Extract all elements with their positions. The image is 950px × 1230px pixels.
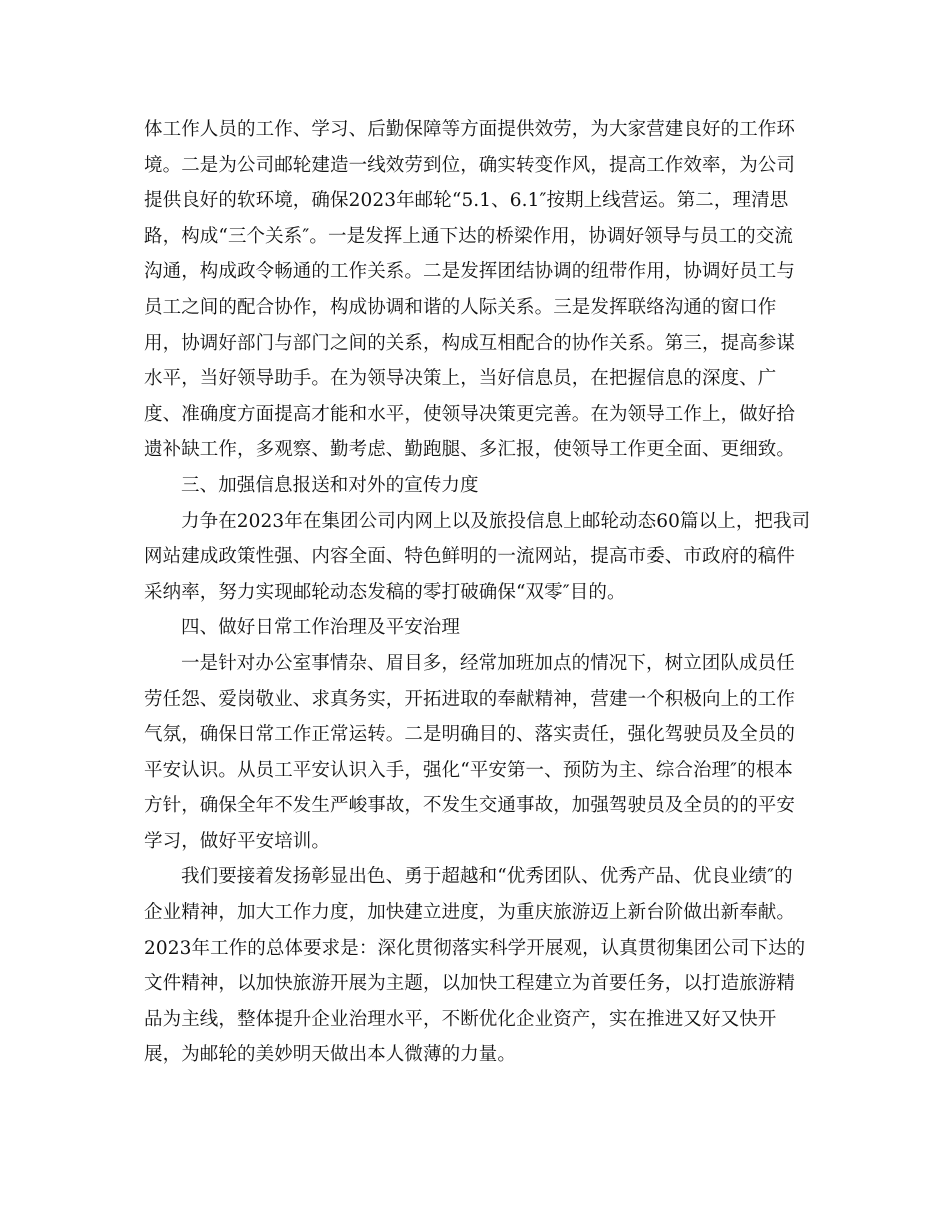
text-line: 我们要接着发扬彰显出色、勇于超越和“优秀团队、优秀产品、优良业绩″的 xyxy=(181,866,793,888)
text-line: 文件精神，以加快旅游开展为主题，以加快工程建立为首要任务，以打造旅游精 xyxy=(144,973,796,995)
text-line: 体工作人员的工作、学习、后勤保障等方面提供效劳，为大家营建良好的工作环 xyxy=(144,119,796,140)
text-line: 学习，做好平安培训。 xyxy=(144,830,331,852)
text-line: 遗补缺工作，多观察、勤考虑、勤跑腿、多汇报，使领导工作更全面、更细致。 xyxy=(144,439,796,461)
text-line: 气氛，确保日常工作正常运转。二是明确目的、落实责任，强化驾驶员及全员的 xyxy=(144,724,796,746)
text-line: 提供良好的软环境，确保2023年邮轮“5.1、6.1″按期上线营运。第二，理清思 xyxy=(144,190,789,212)
text-line: 方针，确保全年不发生严峻事故，不发生交通事故，加强驾驶员及全员的的平安 xyxy=(144,795,796,817)
text-line: 力争在2023年在集团公司内网上以及旅投信息上邮轮动态60篇以上，把我司 xyxy=(181,510,811,532)
text-line: 路，构成“三个关系″。一是发挥上通下达的桥梁作用，协调好领导与员工的交流 xyxy=(144,225,793,247)
text-line: 沟通，构成政令畅通的工作关系。二是发挥团结协调的纽带作用，协调好员工与 xyxy=(144,261,796,283)
text-line: 2023年工作的总体要求是：深化贯彻落实科学开展观，认真贯彻集团公司下达的 xyxy=(144,937,806,959)
text-line: 平安认识。从员工平安认识入手，强化“平安第一、预防为主、综合治理″的根本 xyxy=(144,759,793,781)
text-line: 劳任怨、爱岗敬业、求真务实，开拓进取的奉献精神，营建一个积极向上的工作 xyxy=(144,688,796,710)
text-line: 用，协调好部门与部门之间的关系，构成互相配合的协作关系。第三，提高参谋 xyxy=(144,332,796,354)
text-line: 一是针对办公室事情杂、眉目多，经常加班加点的情况下，树立团队成员任 xyxy=(181,652,795,674)
text-line: 员工之间的配合协作，构成协调和谐的人际关系。三是发挥联络沟通的窗口作 xyxy=(144,296,777,318)
text-line: 境。二是为公司邮轮建造一线效劳到位，确实转变作风，提高工作效率，为公司 xyxy=(144,154,796,176)
section-heading: 三、加强信息报送和对外的宣传力度 xyxy=(181,474,479,496)
text-line: 采纳率，努力实现邮轮动态发稿的零打破确保“双零″目的。 xyxy=(144,581,626,603)
document-body xyxy=(144,112,814,1073)
text-line: 度、准确度方面提高才能和水平，使领导决策更完善。在为领导工作上，做好拾 xyxy=(144,403,796,425)
section-heading: 四、做好日常工作治理及平安治理 xyxy=(181,617,461,639)
text-line: 企业精神，加大工作力度，加快建立进度，为重庆旅游迈上新台阶做出新奉献。 xyxy=(144,902,796,924)
text-line: 水平，当好领导助手。在为领导决策上，当好信息员，在把握信息的深度、广 xyxy=(144,368,777,390)
text-line: 网站建成政策性强、内容全面、特色鲜明的一流网站，提高市委、市政府的稿件 xyxy=(144,546,796,568)
text-line: 品为主线，整体提升企业治理水平，不断优化企业资产，实在推进又好又快开 xyxy=(144,1008,777,1030)
text-line: 展，为邮轮的美妙明天做出本人微薄的力量。 xyxy=(144,1044,517,1066)
